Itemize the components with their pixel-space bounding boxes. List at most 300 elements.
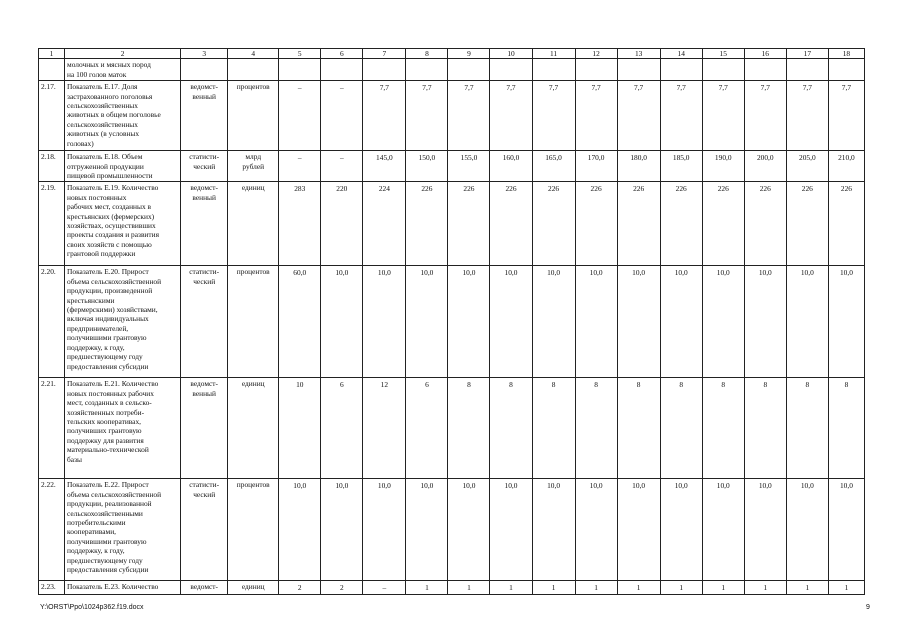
- value-cell: [575, 266, 617, 378]
- value-cell: [828, 378, 864, 479]
- value-cell-text: 150,0: [418, 153, 436, 163]
- value-cell-text: 7,7: [548, 83, 559, 93]
- value-cell-text: 200,0: [756, 153, 774, 163]
- value-cell-text: 226: [463, 184, 475, 194]
- data-source-text: ведомст- венный: [190, 82, 218, 101]
- value-cell-text: 1: [636, 583, 641, 593]
- indicator-name-text: Показатель Е.19. Количество новых постоянных рабочих мест, созданных в крестьянских (фермерских) хозяйствах, осуществивших проекты создания и развития своих хозяйств с помощью грантовой поддержки: [67, 183, 159, 259]
- unit-of-measure: [228, 81, 279, 151]
- unit-of-measure: [228, 151, 279, 182]
- value-cell: [279, 581, 321, 594]
- indicator-name-text: Показатель Е.22. Прирост объема сельскохозяйственной продукции, реализованной сельскохозяйственными потребительскими кооперативами, получившими грантовую поддержку, к году, предшествующему году предоставления субсидии: [67, 480, 162, 575]
- value-cell: [448, 151, 490, 182]
- indicator-table: [38, 48, 865, 595]
- value-cell-text: 10,0: [377, 481, 391, 491]
- value-cell-text: 8: [467, 380, 471, 390]
- value-cell-text: 6: [339, 380, 344, 390]
- row-number-text: 2.23.: [41, 582, 56, 592]
- value-cell: [702, 266, 744, 378]
- data-source: [181, 378, 228, 479]
- value-cell: [617, 378, 660, 479]
- indicator-name: [65, 581, 181, 594]
- value-cell: [321, 266, 363, 378]
- value-cell-text: 8: [509, 380, 513, 390]
- value-cell-text: 8: [721, 380, 726, 390]
- unit-of-measure-text: процентов: [236, 267, 270, 277]
- value-cell: [575, 378, 617, 479]
- value-cell: [828, 182, 864, 266]
- value-cell: [279, 81, 321, 151]
- column-number: 7: [363, 49, 406, 59]
- column-number: 6: [321, 49, 363, 59]
- value-cell: [702, 479, 744, 581]
- row-number-text: 2.22.: [41, 480, 56, 490]
- value-cell: [321, 81, 363, 151]
- value-cell: [786, 81, 828, 151]
- value-cell-text: 10,0: [758, 481, 772, 491]
- value-cell: [532, 59, 575, 81]
- value-cell-text: 7,7: [676, 83, 686, 93]
- value-cell-text: 226: [801, 184, 813, 194]
- value-cell: [279, 479, 321, 581]
- indicator-name: [65, 81, 181, 151]
- value-cell: [490, 59, 532, 81]
- value-cell-text: 1: [844, 583, 849, 593]
- data-source-text: статисти- ческий: [189, 480, 220, 499]
- table-row: [39, 151, 865, 182]
- value-cell-text: 226: [505, 184, 517, 194]
- value-cell: [363, 151, 406, 182]
- value-cell: [406, 479, 448, 581]
- value-cell: [744, 182, 786, 266]
- value-cell-text: 1: [763, 583, 768, 593]
- unit-of-measure: [228, 266, 279, 378]
- value-cell: [744, 581, 786, 594]
- value-cell: [575, 151, 617, 182]
- value-cell: [828, 581, 864, 594]
- column-number-row: [39, 49, 865, 59]
- value-cell: [406, 59, 448, 81]
- indicator-name-text: Показатель Е.18. Объем отгруженной продукции пищевой промышленности: [67, 152, 153, 181]
- value-cell: [828, 479, 864, 581]
- value-cell: [617, 479, 660, 581]
- value-cell-text: –: [297, 83, 302, 93]
- value-cell: [786, 378, 828, 479]
- data-source: [181, 581, 228, 594]
- row-number: [39, 81, 65, 151]
- indicator-name: [65, 151, 181, 182]
- data-source: [181, 59, 228, 81]
- data-source: [181, 479, 228, 581]
- value-cell-text: 226: [675, 184, 687, 194]
- column-number: 9: [448, 49, 490, 59]
- value-cell-text: 180,0: [630, 153, 647, 163]
- value-cell-text: 10,0: [589, 481, 603, 491]
- value-cell-text: 226: [590, 184, 602, 194]
- value-cell: [660, 479, 702, 581]
- value-cell: [490, 182, 532, 266]
- value-cell: [660, 266, 702, 378]
- value-cell-text: 226: [421, 184, 433, 194]
- value-cell: [702, 182, 744, 266]
- data-source-text: ведомст- венный: [190, 183, 218, 202]
- value-cell: [279, 59, 321, 81]
- unit-of-measure-text: млрд рублей: [242, 152, 265, 171]
- value-cell-text: 10,0: [800, 268, 814, 278]
- value-cell-text: –: [339, 83, 344, 93]
- indicator-name-text: Показатель Е.21. Количество новых постоянных рабочих мест, созданных в сельско- хозяйственных потреби- тельских кооперативах, получивших грантовую поддержку для развития материально-технической базы: [67, 379, 159, 464]
- value-cell: [617, 59, 660, 81]
- value-cell: [660, 182, 702, 266]
- column-number: 12: [575, 49, 617, 59]
- value-cell-text: 7,7: [422, 83, 432, 93]
- row-number-text: 2.19.: [41, 183, 56, 193]
- row-number: [39, 182, 65, 266]
- value-cell: [702, 378, 744, 479]
- value-cell-text: 7,7: [379, 83, 389, 93]
- value-cell: [828, 266, 864, 378]
- data-source: [181, 81, 228, 151]
- value-cell: [490, 266, 532, 378]
- indicator-name-text: молочных и мясных пород на 100 голов маток: [67, 60, 151, 79]
- value-cell-text: 7,7: [506, 83, 516, 93]
- data-source-text: ведомст- венный: [190, 379, 218, 398]
- row-number-text: 2.20.: [41, 267, 56, 277]
- value-cell: [575, 581, 617, 594]
- value-cell-text: 1: [721, 583, 726, 593]
- indicator-name: [65, 59, 181, 81]
- value-cell-text: 190,0: [714, 153, 732, 163]
- value-cell: [406, 151, 448, 182]
- value-cell-text: 1: [594, 583, 598, 593]
- value-cell-text: 7,7: [634, 83, 644, 93]
- value-cell: [617, 81, 660, 151]
- value-cell: [448, 266, 490, 378]
- value-cell-text: 2: [297, 583, 302, 593]
- table-body: [39, 49, 865, 595]
- value-cell-text: 8: [844, 380, 849, 390]
- unit-of-measure-text: единиц: [241, 582, 265, 592]
- value-cell: [702, 81, 744, 151]
- column-number: 1: [39, 49, 65, 59]
- value-cell: [406, 581, 448, 594]
- value-cell: [702, 59, 744, 81]
- value-cell-text: 10,0: [589, 268, 603, 278]
- value-cell: [363, 581, 406, 594]
- value-cell-text: 226: [633, 184, 645, 194]
- value-cell: [786, 182, 828, 266]
- value-cell: [532, 378, 575, 479]
- unit-of-measure-text: единиц: [241, 183, 265, 193]
- value-cell-text: 10,0: [420, 268, 434, 278]
- value-cell-text: 8: [551, 380, 556, 390]
- document-path: Y:\ORST\Ppo\1024p362.f19.docx: [40, 604, 144, 611]
- value-cell-text: 220: [336, 184, 348, 194]
- value-cell-text: 7,7: [718, 83, 728, 93]
- table-row: [39, 479, 865, 581]
- page-number: 9: [866, 604, 870, 611]
- value-cell-text: 224: [378, 184, 390, 194]
- value-cell: [448, 581, 490, 594]
- value-cell: [363, 479, 406, 581]
- value-cell-text: 10,0: [335, 481, 349, 491]
- value-cell: [321, 59, 363, 81]
- value-cell-text: 10,0: [547, 268, 561, 278]
- value-cell-text: 185,0: [672, 153, 690, 163]
- value-cell: [321, 182, 363, 266]
- value-cell: [744, 151, 786, 182]
- value-cell: [490, 581, 532, 594]
- row-number: [39, 479, 65, 581]
- value-cell: [744, 59, 786, 81]
- value-cell: [660, 81, 702, 151]
- value-cell-text: 12: [380, 380, 389, 390]
- value-cell: [744, 479, 786, 581]
- indicator-name: [65, 378, 181, 479]
- unit-of-measure-text: процентов: [236, 480, 270, 490]
- column-number: 13: [617, 49, 660, 59]
- table-row: [39, 581, 865, 594]
- value-cell: [279, 182, 321, 266]
- value-cell-text: 10,0: [839, 268, 853, 278]
- value-cell: [490, 151, 532, 182]
- value-cell-text: 10,0: [674, 481, 688, 491]
- unit-of-measure: [228, 182, 279, 266]
- value-cell-text: 10,0: [293, 481, 307, 491]
- value-cell: [617, 182, 660, 266]
- table-row: [39, 378, 865, 479]
- table-row: [39, 59, 865, 81]
- value-cell-text: 210,0: [838, 153, 855, 163]
- row-number: [39, 266, 65, 378]
- value-cell: [490, 81, 532, 151]
- column-number: 18: [828, 49, 864, 59]
- value-cell-text: 7,7: [591, 83, 601, 93]
- indicator-name-text: Показатель Е.23. Количество: [67, 582, 159, 592]
- data-source-text: статисти- ческий: [189, 267, 220, 286]
- row-number-text: 2.18.: [41, 152, 56, 162]
- indicator-name-text: Показатель Е.17. Доля застрахованного поголовья сельскохозяйственных животных в общем поголовье сельскохозяйственных животных (в условных головах): [67, 82, 161, 148]
- unit-of-measure: [228, 378, 279, 479]
- value-cell: [702, 151, 744, 182]
- value-cell: [448, 378, 490, 479]
- indicator-name-text: Показатель Е.20. Прирост объема сельскохозяйственной продукции, произведенной крестьянскими (фермерскими) хозяйствами, включая индивидуальных предпринимателей, получившими грантовую поддержку, к году, предшествующему году предоставления субсидии: [67, 267, 162, 371]
- value-cell: [448, 479, 490, 581]
- value-cell: [744, 81, 786, 151]
- value-cell: [702, 581, 744, 594]
- value-cell-text: 10,0: [462, 481, 476, 491]
- value-cell: [660, 59, 702, 81]
- value-cell-text: 205,0: [799, 153, 816, 163]
- row-number: [39, 378, 65, 479]
- value-cell: [363, 266, 406, 378]
- value-cell-text: 10,0: [504, 268, 518, 278]
- value-cell-text: 170,0: [587, 153, 605, 163]
- data-source: [181, 151, 228, 182]
- value-cell: [363, 378, 406, 479]
- value-cell-text: 10: [296, 380, 304, 390]
- value-cell: [321, 151, 363, 182]
- value-cell-text: 10,0: [547, 481, 561, 491]
- value-cell: [532, 266, 575, 378]
- value-cell: [660, 581, 702, 594]
- value-cell-text: 160,0: [502, 153, 520, 163]
- value-cell: [279, 151, 321, 182]
- value-cell-text: 8: [763, 380, 768, 390]
- value-cell-text: 6: [425, 380, 429, 390]
- value-cell: [660, 151, 702, 182]
- value-cell: [786, 581, 828, 594]
- value-cell-text: 8: [679, 380, 684, 390]
- row-number-text: 2.21.: [41, 379, 56, 389]
- value-cell-text: –: [297, 153, 302, 163]
- value-cell: [617, 151, 660, 182]
- value-cell: [575, 59, 617, 81]
- value-cell-text: 10,0: [632, 268, 646, 278]
- value-cell: [786, 59, 828, 81]
- column-number: 11: [532, 49, 575, 59]
- value-cell-text: 10,0: [758, 268, 772, 278]
- value-cell: [532, 81, 575, 151]
- value-cell: [828, 59, 864, 81]
- unit-of-measure-text: процентов: [236, 82, 270, 92]
- value-cell-text: 1: [551, 583, 556, 593]
- value-cell-text: 2: [339, 583, 344, 593]
- value-cell-text: 60,0: [293, 268, 307, 278]
- value-cell-text: 8: [594, 380, 598, 390]
- column-number: 4: [228, 49, 279, 59]
- indicator-name: [65, 266, 181, 378]
- column-number: 3: [181, 49, 228, 59]
- value-cell-text: 7,7: [464, 83, 474, 93]
- table-row: [39, 81, 865, 151]
- value-cell: [744, 378, 786, 479]
- value-cell: [406, 182, 448, 266]
- value-cell-text: 1: [467, 583, 471, 593]
- unit-of-measure-text: единиц: [241, 379, 265, 389]
- column-number: 2: [65, 49, 181, 59]
- value-cell: [575, 479, 617, 581]
- value-cell-text: 1: [805, 583, 810, 593]
- value-cell: [786, 266, 828, 378]
- value-cell-text: 10,0: [420, 481, 434, 491]
- value-cell: [363, 81, 406, 151]
- row-number: [39, 151, 65, 182]
- value-cell: [321, 378, 363, 479]
- value-cell: [828, 81, 864, 151]
- value-cell: [532, 182, 575, 266]
- value-cell: [744, 266, 786, 378]
- value-cell-text: 7,7: [802, 83, 812, 93]
- value-cell: [786, 151, 828, 182]
- value-cell-text: 8: [636, 380, 641, 390]
- table-row: [39, 182, 865, 266]
- value-cell-text: 165,0: [545, 153, 562, 163]
- value-cell: [490, 479, 532, 581]
- column-number: 17: [786, 49, 828, 59]
- value-cell-text: 10,0: [335, 268, 349, 278]
- value-cell: [406, 81, 448, 151]
- value-cell-text: 155,0: [460, 153, 478, 163]
- value-cell-text: 1: [425, 583, 429, 593]
- column-number: 15: [702, 49, 744, 59]
- value-cell: [321, 581, 363, 594]
- value-cell: [532, 479, 575, 581]
- value-cell-text: 10,0: [716, 268, 730, 278]
- column-number: 10: [490, 49, 532, 59]
- value-cell-text: 1: [679, 583, 684, 593]
- value-cell: [448, 182, 490, 266]
- value-cell-text: 7,7: [841, 83, 852, 93]
- value-cell-text: –: [339, 153, 344, 163]
- value-cell: [575, 182, 617, 266]
- value-cell: [490, 378, 532, 479]
- data-source: [181, 266, 228, 378]
- column-number: 16: [744, 49, 786, 59]
- value-cell: [660, 378, 702, 479]
- unit-of-measure: [228, 479, 279, 581]
- row-number-text: 2.17.: [41, 82, 56, 92]
- value-cell-text: 283: [294, 184, 306, 194]
- value-cell: [448, 59, 490, 81]
- data-source: [181, 182, 228, 266]
- value-cell: [448, 81, 490, 151]
- value-cell: [279, 378, 321, 479]
- value-cell-text: 226: [548, 184, 560, 194]
- table-row: [39, 266, 865, 378]
- data-source-text: ведомст-: [190, 582, 218, 592]
- value-cell-text: 226: [759, 184, 771, 194]
- value-cell-text: 226: [717, 184, 729, 194]
- unit-of-measure: [228, 581, 279, 594]
- value-cell-text: 10,0: [800, 481, 814, 491]
- value-cell: [363, 59, 406, 81]
- unit-of-measure: [228, 59, 279, 81]
- value-cell-text: 10,0: [377, 268, 391, 278]
- value-cell-text: –: [382, 583, 387, 593]
- value-cell: [617, 266, 660, 378]
- indicator-name: [65, 479, 181, 581]
- indicator-name: [65, 182, 181, 266]
- value-cell: [617, 581, 660, 594]
- row-number: [39, 581, 65, 594]
- value-cell-text: 10,0: [462, 268, 476, 278]
- value-cell: [786, 479, 828, 581]
- value-cell-text: 226: [840, 184, 852, 194]
- value-cell: [532, 151, 575, 182]
- value-cell: [406, 378, 448, 479]
- value-cell: [532, 581, 575, 594]
- value-cell: [828, 151, 864, 182]
- value-cell: [321, 479, 363, 581]
- value-cell-text: 145,0: [376, 153, 393, 163]
- value-cell-text: 8: [805, 380, 810, 390]
- value-cell-text: 1: [509, 583, 513, 593]
- value-cell-text: 10,0: [674, 268, 688, 278]
- value-cell: [406, 266, 448, 378]
- column-number: 8: [406, 49, 448, 59]
- value-cell-text: 10,0: [839, 481, 853, 491]
- column-number: 5: [279, 49, 321, 59]
- value-cell: [279, 266, 321, 378]
- value-cell-text: 10,0: [504, 481, 518, 491]
- value-cell: [575, 81, 617, 151]
- value-cell-text: 7,7: [760, 83, 770, 93]
- data-source-text: статисти- ческий: [189, 152, 220, 171]
- row-number: [39, 59, 65, 81]
- value-cell: [363, 182, 406, 266]
- value-cell-text: 10,0: [716, 481, 730, 491]
